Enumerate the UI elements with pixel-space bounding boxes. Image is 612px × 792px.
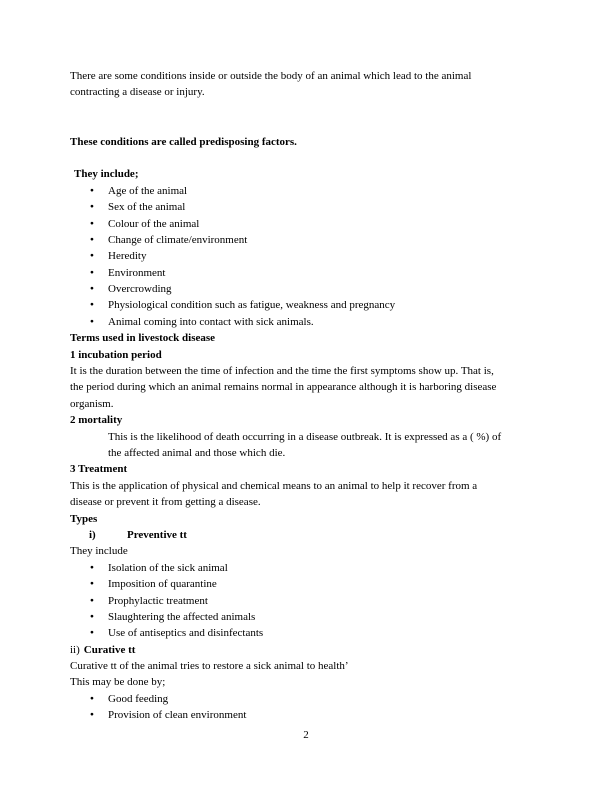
- curative-heading: [70, 642, 554, 658]
- types-heading: Types: [70, 512, 98, 525]
- paragraph-line: There are some conditions inside or outside the body of an animal which lead to the animal: [70, 70, 472, 82]
- paragraph-line: contracting a disease or injury.: [70, 86, 205, 99]
- paragraph-line: This may be done by;: [70, 676, 166, 689]
- term2-heading: 2 mortality: [70, 414, 123, 427]
- bullet-text: Physiological condition such as fatigue, weakness and pregnancy: [108, 299, 396, 312]
- bullet-item: [70, 609, 554, 625]
- bullet-text: Prophylactic treatment: [108, 594, 208, 607]
- paragraph-line: organism.: [70, 397, 114, 410]
- bullet-icon: ●: [90, 596, 94, 604]
- term1-heading: 1 incubation period: [70, 348, 162, 361]
- paragraph-line: Curative tt of the animal tries to restore a sick animal to health’: [70, 660, 349, 673]
- bullet-item: [70, 216, 554, 232]
- preventive-heading: [70, 527, 554, 543]
- bullet-item: [70, 576, 554, 592]
- predisposing-heading: These conditions are called predisposing factors.: [70, 135, 297, 148]
- they-include-heading: They include;: [74, 168, 139, 181]
- terms-heading: Terms used in livestock disease: [70, 332, 216, 345]
- bullet-icon: ●: [90, 301, 94, 309]
- bullet-item: [70, 248, 554, 264]
- bullet-icon: ●: [90, 285, 94, 293]
- paragraph-line: This is the application of physical and chemical means to an animal to help it recover from a: [70, 479, 478, 492]
- paragraph-line: This is the likelihood of death occurring in a disease outbreak. It is expressed as a ( %) of: [108, 430, 502, 443]
- bullet-icon: ●: [90, 235, 94, 243]
- bullet-icon: ●: [90, 268, 94, 276]
- bullet-text: Slaughtering the affected animals: [108, 610, 256, 623]
- bullet-icon: ●: [90, 186, 94, 194]
- bullet-icon: ●: [90, 219, 94, 227]
- bullet-text: Provision of clean environment: [108, 709, 247, 722]
- bullet-icon: ●: [90, 563, 94, 571]
- list-marker: i): [89, 528, 96, 541]
- bullet-icon: ●: [90, 612, 94, 620]
- bullet-item: [70, 593, 554, 609]
- preventive-label: Preventive tt: [127, 528, 187, 541]
- bullet-icon: ●: [90, 580, 94, 588]
- paragraph-line: disease or prevent it from getting a disease.: [70, 496, 261, 509]
- bullet-text: Animal coming into contact with sick animals.: [108, 315, 314, 328]
- paragraph-line: the affected animal and those which die.: [108, 446, 286, 459]
- page-number: 2: [303, 729, 309, 741]
- bullet-item: [70, 314, 554, 330]
- bullet-text: Imposition of quarantine: [108, 578, 217, 591]
- paragraph-line: the period during which an animal remains normal in appearance although it is harboring disease: [70, 381, 497, 394]
- bullet-text: Good feeding: [108, 692, 169, 705]
- bullet-item: [70, 707, 554, 723]
- bullet-item: [70, 297, 554, 313]
- bullet-item: [70, 691, 554, 707]
- paragraph-line: They include: [70, 545, 128, 558]
- bullet-text: Colour of the animal: [108, 217, 200, 230]
- curative-label: Curative tt: [83, 643, 136, 656]
- list-marker: ii): [70, 643, 80, 656]
- bullet-item: [70, 232, 554, 248]
- bullet-text: Sex of the animal: [108, 201, 186, 214]
- bullet-item: [70, 199, 554, 215]
- bullet-icon: ●: [90, 317, 94, 325]
- bullet-text: Age of the animal: [108, 184, 188, 197]
- bullet-text: Overcrowding: [108, 283, 172, 296]
- bullet-icon: ●: [90, 711, 94, 719]
- bullet-icon: ●: [90, 694, 94, 702]
- bullet-text: Change of climate/environment: [108, 233, 248, 246]
- bullet-icon: ●: [90, 252, 94, 260]
- term3-heading: 3 Treatment: [70, 463, 128, 476]
- bullet-icon: ●: [90, 203, 94, 211]
- bullet-item: [70, 625, 554, 641]
- bullet-item: [70, 265, 554, 281]
- bullet-icon: ●: [90, 629, 94, 637]
- bullet-item: [70, 281, 554, 297]
- blank-line: [70, 150, 554, 166]
- bullet-text: Isolation of the sick animal: [108, 561, 228, 574]
- bullet-text: Heredity: [108, 250, 147, 263]
- bullet-item: [70, 183, 554, 199]
- bullet-item: [70, 560, 554, 576]
- blank-line: [70, 117, 554, 133]
- bullet-text: Environment: [108, 266, 166, 279]
- paragraph-line: It is the duration between the time of infection and the time the first symptoms show up. That is,: [70, 365, 494, 378]
- blank-line: [70, 101, 554, 117]
- bullet-text: Use of antiseptics and disinfectants: [108, 627, 264, 640]
